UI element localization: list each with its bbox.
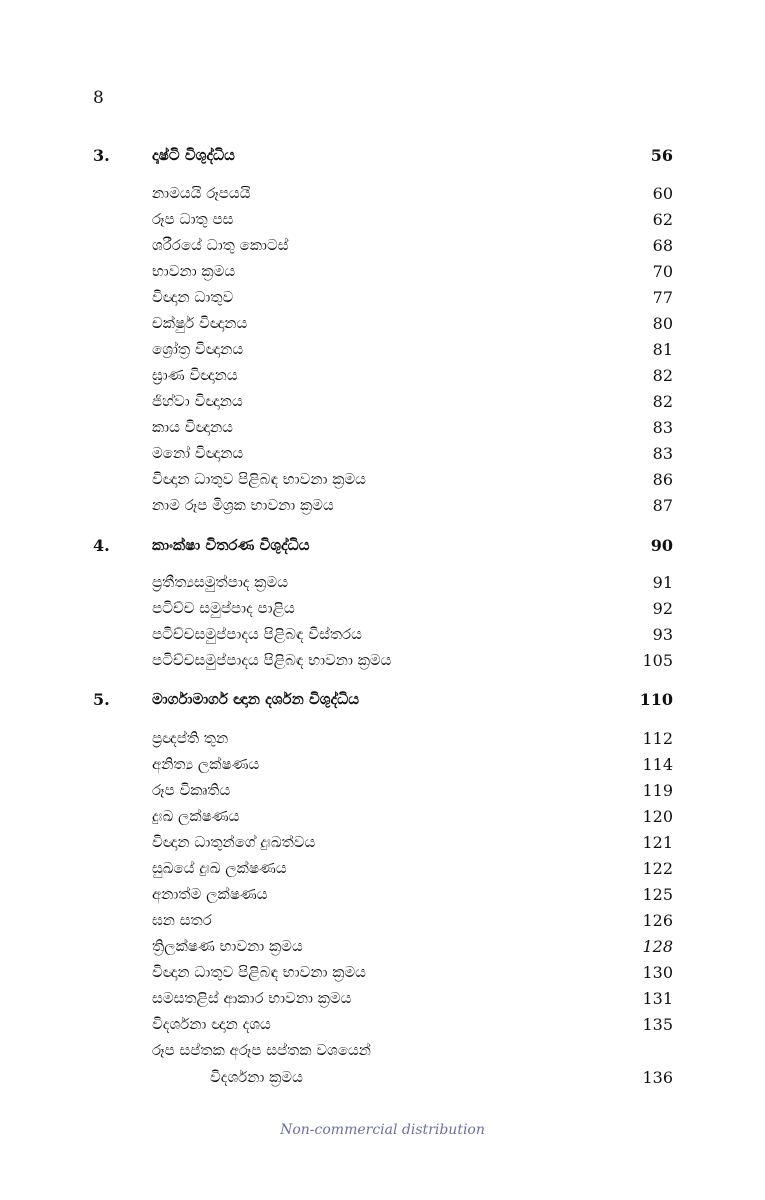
entry-page: 121 [642, 833, 673, 852]
entry-title: රූප සප්තක අරූප සප්තක වශයෙන් [152, 1041, 371, 1059]
entry-title: ප්‍රඥප්ති තුන [152, 729, 229, 747]
entry-page: 125 [642, 885, 673, 904]
entry-page: 87 [652, 496, 673, 515]
entry-page: 119 [642, 781, 673, 800]
toc-entry [0, 467, 765, 493]
toc-entry [0, 570, 765, 596]
toc-entry [0, 389, 765, 415]
entry-page: 77 [652, 288, 673, 307]
entry-page: 60 [652, 184, 673, 203]
section-page: 56 [650, 146, 673, 165]
toc-entry [0, 830, 765, 856]
toc-entry [0, 752, 765, 778]
toc-entry [0, 415, 765, 441]
section-heading [0, 533, 765, 559]
toc-entry [0, 337, 765, 363]
entry-page: 81 [652, 340, 673, 359]
entry-title: විඥාන ධාතුන්ගේ දුඃඛත්වය [152, 833, 316, 851]
entry-title: විඥාන ධාතුව [152, 288, 234, 306]
entry-page: 83 [652, 418, 673, 437]
entry-title: රූප ධාතු පස [152, 210, 234, 228]
entry-page: 131 [642, 989, 673, 1008]
entry-title: නාමයයි රූපයයි [152, 184, 251, 202]
toc-entry [0, 856, 765, 882]
toc-entry [0, 596, 765, 622]
footer-note: Non-commercial distribution [280, 1122, 485, 1138]
entry-page: 92 [652, 599, 673, 618]
entry-title: ඝ්‍රාණ විඥානය [152, 366, 238, 384]
entry-title: ප්‍රතීත්‍යසමුත්පාද ක්‍රමය [152, 573, 288, 591]
entry-page: 122 [642, 859, 673, 878]
entry-title: විදර්ශනා ඥාන දශය [152, 1015, 271, 1033]
entry-page: 126 [642, 911, 673, 930]
toc-entry [0, 804, 765, 830]
entry-title: විඥාන ධාතුව පිළිබඳ භාවනා ක්‍රමය [152, 470, 366, 488]
entry-page: 91 [652, 573, 673, 592]
entry-page: 105 [642, 651, 673, 670]
toc-entry [0, 181, 765, 207]
entry-title: පටිච්ච සමුප්පාද පාළිය [152, 599, 295, 617]
entry-page: 70 [652, 262, 673, 281]
entry-title: පටිච්චසමුප්පාදය පිළිබඳ විස්තරය [152, 625, 362, 643]
toc-entry [0, 441, 765, 467]
toc-entry [0, 648, 765, 674]
entry-title: විදර්ශනා ක්‍රමය [210, 1068, 303, 1086]
toc-entry [0, 259, 765, 285]
entry-page: 112 [642, 729, 673, 748]
entry-title: ශ්‍රෝත්‍ර විඥානය [152, 340, 244, 358]
entry-page: 135 [642, 1015, 673, 1034]
entry-page: 136 [642, 1068, 673, 1087]
entry-page: 68 [652, 236, 673, 255]
section-title: මාර්ගාමාර්ග ඥාන දර්ශන විශුද්ධිය [152, 690, 360, 708]
toc-entry [0, 311, 765, 337]
section-number: 5. [93, 690, 110, 709]
toc-entry [0, 622, 765, 648]
page-number: 8 [93, 88, 104, 108]
toc-entry [0, 908, 765, 934]
entry-title: කාය විඥානය [152, 418, 233, 436]
toc-entry [0, 1012, 765, 1038]
entry-title: ජිහ්වා විඥානය [152, 392, 243, 410]
entry-page: 83 [652, 444, 673, 463]
toc-entry [0, 882, 765, 908]
entry-title: ශරීරයේ ධාතු කොටස් [152, 236, 289, 254]
toc-entry [0, 207, 765, 233]
entry-page: 93 [652, 625, 673, 644]
entry-title: සමසතළිස් ආකාර භාවනා ක්‍රමය [152, 989, 352, 1007]
section-number: 3. [93, 146, 110, 165]
entry-page: 114 [642, 755, 673, 774]
section-title: දෘෂ්ටි විශුද්ධිය [152, 146, 235, 164]
section-heading [0, 687, 765, 713]
entry-page: 82 [652, 366, 673, 385]
toc-entry [0, 285, 765, 311]
section-number: 4. [93, 536, 110, 555]
toc-entry [0, 934, 765, 960]
toc-entry [0, 1065, 765, 1091]
entry-title: රූප විකෘතිය [152, 781, 231, 799]
toc-entry [0, 986, 765, 1012]
toc-entry [0, 960, 765, 986]
entry-title: භාවනා ක්‍රමය [152, 262, 236, 280]
toc-entry [0, 493, 765, 519]
entry-page: 128 [642, 937, 673, 956]
entry-title: අනාත්ම ලක්ෂණය [152, 885, 268, 903]
section-heading [0, 143, 765, 169]
entry-title: පටිච්චසමුප්පාදය පිළිබඳ භාවනා ක්‍රමය [152, 651, 392, 669]
toc-entry [0, 778, 765, 804]
entry-page: 82 [652, 392, 673, 411]
entry-title: ඝන සතර [152, 911, 212, 929]
toc-entry [0, 1038, 765, 1064]
entry-title: දුඃඛ ලක්ෂණය [152, 807, 240, 825]
entry-title: ත්‍රිලක්ෂණ භාවනා ක්‍රමය [152, 937, 303, 955]
entry-title: නාම රූප මිශ්‍රක භාවනා ක්‍රමය [152, 496, 334, 514]
entry-title: චක්ෂුර් විඥානය [152, 314, 248, 332]
toc-entry [0, 726, 765, 752]
section-page: 90 [650, 536, 673, 555]
entry-page: 62 [652, 210, 673, 229]
toc-entry [0, 363, 765, 389]
entry-page: 80 [652, 314, 673, 333]
entry-title: විඥාන ධාතුව පිළිබඳ භාවනා ක්‍රමය [152, 963, 366, 981]
entry-title: මනෝ විඥානය [152, 444, 244, 462]
section-page: 110 [639, 690, 673, 709]
entry-title: සුඛයේ දුඃඛ ලක්ෂණය [152, 859, 287, 877]
entry-page: 86 [652, 470, 673, 489]
section-title: කාංක්ෂා විතරණ විශුද්ධිය [152, 536, 310, 554]
entry-page: 130 [642, 963, 673, 982]
entry-page: 120 [642, 807, 673, 826]
toc-entry [0, 233, 765, 259]
entry-title: අනිත්‍ය ලක්ෂණය [152, 755, 260, 773]
